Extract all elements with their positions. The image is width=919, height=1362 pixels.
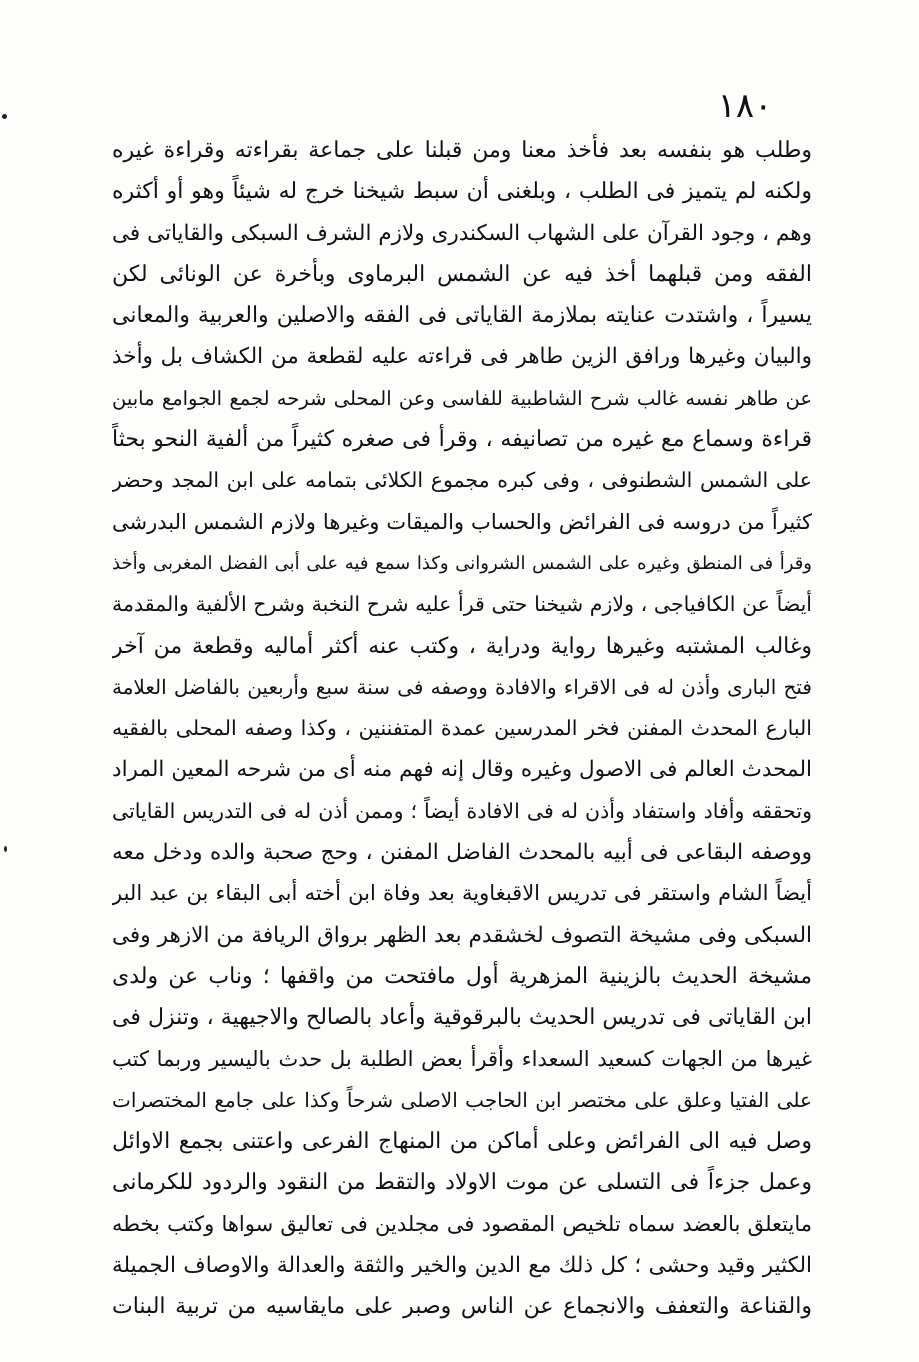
text-line: وتحققه وأفاد واستفاد وأذن له فى الافادة أيضاً ؛ وممن أذن له فى التدريس القاياتى xyxy=(112,798,812,823)
text-line: عن طاهر نفسه غالب شرح الشاطبية للفاسى وعن المحلى شرحه لجمع الجوامع مابين xyxy=(112,386,812,410)
text-line: قراءة وسماع مع غيره من تصانيفه ، وقرأ فى صغره كثيراً من ألفية النحو بحثاً xyxy=(112,427,812,453)
text-line: على الشمس الشطنوفى ، وفى كبره مجموع الكلائى بتمامه على ابن المجد وحضر xyxy=(112,468,812,493)
text-line: على الفتيا وعلق على مختصر ابن الحاجب الاصلى شرحاً وكذا على جامع المختصرات xyxy=(112,1087,812,1112)
text-line: يسيراً ، واشتدت عنايته بملازمة القاياتى فى الفقه والاصلين والعربية والمعانى xyxy=(112,303,812,329)
text-line: أيضاً عن الكافياجى ، ولازم شيخنا حتى قرأ عليه شرح النخبة وشرح الألفية والمقدمة xyxy=(112,592,812,617)
text-line: ووصفه البقاعى فى أبيه بالمحدث الفاضل المفنن ، وحج صحبة والده ودخل معه xyxy=(112,840,812,866)
text-line: ولكنه لم يتميز فى الطلب ، وبلغنى أن سبط شيخنا خرج له شيئاً وهو أو أكثره xyxy=(112,179,812,205)
text-line: وعمل جزءاً فى التسلى عن موت الاولاد والتقط من النقود والردود للكرمانى xyxy=(112,1170,812,1196)
text-line: المحدث العالم فى الاصول وغيره وقال إنه فهم منه أى من شرحه المعين المراد xyxy=(112,757,812,783)
text-line: ابن القاياتى فى تدريس الحديث بالبرقوقية وأعاد بالصالح والاجيهية ، وتنزل فى xyxy=(112,1005,812,1031)
text-line: وغالب المشتبه وغيرها رواية ودراية ، وكتب عنه أكثر أماليه وقطعة من آخر xyxy=(112,633,812,659)
margin-dot xyxy=(4,846,7,852)
text-line: الفقه ومن قبلهما أخذ فيه عن الشمس البرماوى وبأخرة عن الونائى لكن xyxy=(112,261,812,287)
text-line: فتح البارى وأذن له فى الاقراء والافادة ووصفه فى سنة سبع وأربعين بالفاضل العلامة xyxy=(112,674,812,699)
page-number: ١٨٠ xyxy=(717,86,773,126)
text-line: والقناعة والتعفف والانجماع عن الناس وصبر على مايقاسيه من تربية البنات xyxy=(112,1294,812,1320)
text-line: البارع المحدث المفنن فخر المدرسين عمدة المتفننين ، وكذا وصفه المحلى بالفقيه xyxy=(112,716,812,741)
text-line: وقرأ فى المنطق وغيره على الشمس الشروانى وكذا سمع فيه على أبى الفضل المغربى وأخذ xyxy=(112,552,812,574)
text-line: مايتعلق بالعضد سماه تلخيص المقصود فى مجلدين فى تعاليق سواها وكتب بخطه xyxy=(112,1211,812,1236)
text-line: مشيخة الحديث بالزينية المزهرية أول مافتحت من واقفها ؛ وناب عن ولدى xyxy=(112,963,812,989)
text-line: غيرها من الجهات كسعيد السعداء وأقرأ بعض الطلبة بل حدث باليسير وربما كتب xyxy=(112,1046,812,1071)
text-line: وطلب هو بنفسه بعد فأخذ معنا ومن قبلنا على جماعة بقراءته وقراءة غيره xyxy=(112,138,812,163)
text-line: الكثير وقيد وحشى ؛ كل ذلك مع الدين والخير والثقة والعدالة والاوصاف الجميلة xyxy=(112,1253,812,1279)
body-text xyxy=(112,130,812,1328)
text-line: أيضاً الشام واستقر فى تدريس الاقبغاوية بعد وفاة ابن أخته أبى البقاء بن عبد البر xyxy=(112,881,812,906)
text-line: والبيان وغيرها ورافق الزين طاهر فى قراءته عليه لقطعة من الكشاف بل وأخذ xyxy=(112,344,812,370)
text-line: السبكى وفى مشيخة التصوف لخشقدم بعد الظهر برواق الريافة من الازهر وفى xyxy=(112,922,812,948)
margin-dot xyxy=(2,114,7,119)
text-line: كثيراً من دروسه فى الفرائض والحساب والميقات وغيرها ولازم الشمس البدرشى xyxy=(112,509,812,534)
text-line: وهم ، وجود القرآن على الشهاب السكندرى ولازم الشرف السبكى والقاياتى فى xyxy=(112,220,812,246)
text-line: وصل فيه الى الفرائض وعلى أماكن من المنهاج الفرعى واعتنى بجمع الاوائل xyxy=(112,1129,812,1155)
